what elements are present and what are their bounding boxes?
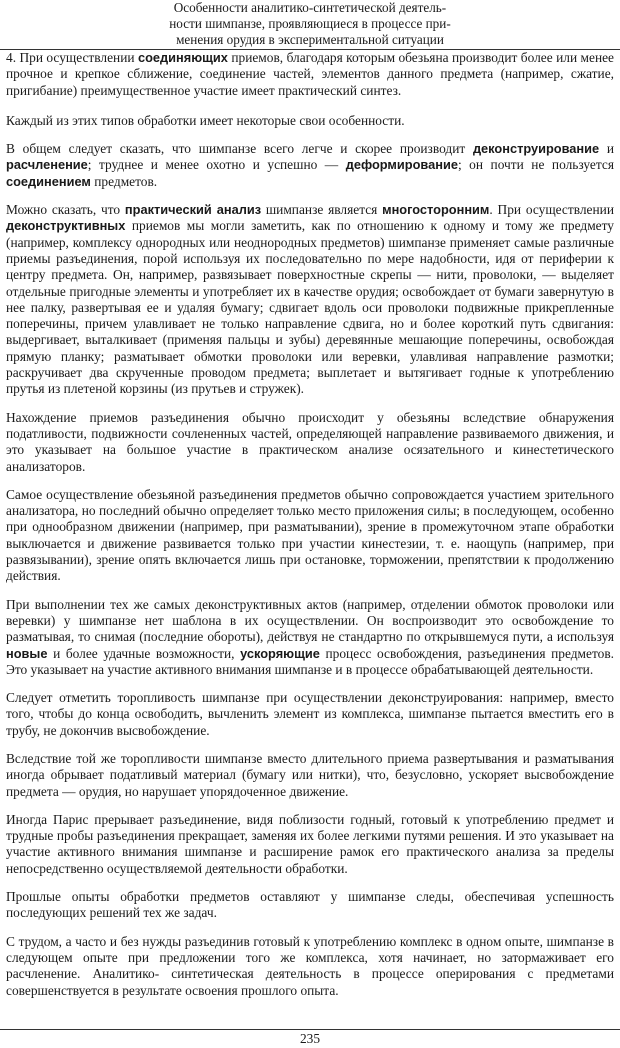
bold-term: соединяющих [137,50,228,65]
page-number: 235 [299,1031,321,1046]
paragraph: Каждый из этих типов обработки имеет некоторые свои особенности. [6,112,405,128]
paragraph: Нахождение приемов разъединения обычно происходит у обезьяны вследствие обнаружения податливости, подвижности сочлененных частей, определяющей направление развиваемого движения, и это указывает на большое участие в практическом анализе осязательного и кинестетического анализаторов. [6,409,614,474]
paragraph: Вследствие той же торопливости шимпанзе вместо длительного приема развертывания и разматывания иногда обрывает податливый материал (бумагу или нитки), что, безусловно, ускоряет высвобождение предмета — орудия, но нарушает упорядоченное движение. [6,750,614,799]
bold-term: ускоряющие [240,645,320,661]
bold-term: деконструктивных [6,218,126,234]
paragraph: С трудом, а часто и без нужды разъединив готовый к употреблению комплекс в одном опыте, шимпанзе в следующем опыте при предложении того же комплекса, хотя начинает, но затормаживает его расчленение. Аналитико- синтетическая деятельность в процессе оперирования с предметами совершенствуется в результате освоения прошлого опыта. [6,933,614,998]
paragraph: Следует отметить торопливость шимпанзе при осуществлении деконструирования: например, вместо того, чтобы до конца освободить, вычленить элемент из комплекса, шимпанзе пытается вместить его в трубу, не докончив высвобождение. [6,690,614,738]
bold-term: новые [6,645,48,661]
bold-term: практический анализ [124,202,262,218]
header-line: ности шимпанзе, проявляющиеся в процессе при- [169,16,451,31]
paragraph: Прошлые опыты обработки предметов оставляют у шимпанзе следы, обеспечивая успешность последующих решений тех же задач. [6,889,614,921]
paragraph-item-4: 4. При осуществлении соединяющих приемов, благодаря которым обезьяна производит более или менее прочное и крепкое сближение, соединение частей, элементов данного предмета (например, сжатие, пригибание) преимущественное участие имеет практический синтез. [6,50,614,98]
bold-term: многосторонним [382,202,490,218]
page-body [6,50,614,1011]
header-line: менения орудия в экспериментальной ситуации [176,32,444,47]
bold-term: расчленение [6,157,88,173]
paragraph: Можно сказать, что практический анализ шимпанзе является многосторонним. При осуществлении деконструктивных приемов мы могли заметить, как по отношению к одному и тому же предмету (например, комплексу однородных или неоднородных предметов) шимпанзе применяет самые различные приемы разъединения, порой используя их последовательно по мере надобности, идя от периферии к центру предмета. Он, например, развязывает поверхностные скрепы — нити, проволоки, — выделяет отдельные пригодные элементы и употребляет их в качестве орудия; освобождает от бумаги завернутую в нее палку, развертывая ее и удаляя бумагу; сдвигает вдоль оси проволоки подвижные прикрепленные поперечины, причем улавливает не только направление сдвига, но и более короткий путь сдвигания: выдергивает, выталкивает (применяя пальцы и зубы) деревянные мешающие поперечины, освобождая прямую планку; разматывает обмотки проволоки или веревки, улавливая направление размотки; раскручивает два скрученные проводом предмета; выплетает и вытягивает годные к употреблению прутья из плетеной корзины (из прутьев и стружек). [6,202,614,397]
paragraph: Иногда Парис прерывает разъединение, видя поблизости годный, готовый к употреблению предмет и трудные пробы разъединения прекращает, заменяя их более легкими путями решения. И это указывает на участие активного внимания шимпанзе и расширение рамок его практического анализа за пределы непосредственно осуществляемой деятельности обработки. [6,811,614,876]
bold-term: соединением [6,173,91,189]
paragraph: Самое осуществление обезьяной разъединения предметов обычно сопровождается участием зрительного анализатора, но последний обычно определяет только место приложения силы; в последующем, особенно при однообразном движении (например, при разматывании), зрение в промежуточном этапе обработки выключается и движение развивается только при участии кинестезии, т. е. наощупь (например, при развязывании), зрение опять включается лишь при остановке, торможении, препятствии к продолжению действия. [6,486,614,584]
footer-divider [0,1029,620,1030]
paragraph: В общем следует сказать, что шимпанзе всего легче и скорее производит деконструирование и расчленение; труднее и менее охотно и успешно — деформирование; он почти не пользуется соединением предметов. [6,141,615,189]
paragraph: При выполнении тех же самых деконструктивных актов (например, отделении обмоток проволоки или веревки) у шимпанзе нет шаблона в их осуществлении. Он воспроизводит это освобождение то разматывая, то снимая (последние обороты), действуя не стандартно по открывшемуся пути, а используя новые и более удачные возможности, ускоряющие процесс освобождения, разъединения предметов. Это указывает на участие активного внимания шимпанзе и в процессе обрабатывающей деятельности. [6,596,614,677]
bold-term: деформирование [345,157,458,173]
running-header [150,0,470,48]
header-line: Особенности аналитико-синтетической деятель- [173,0,447,15]
bold-term: деконструирование [472,141,600,157]
